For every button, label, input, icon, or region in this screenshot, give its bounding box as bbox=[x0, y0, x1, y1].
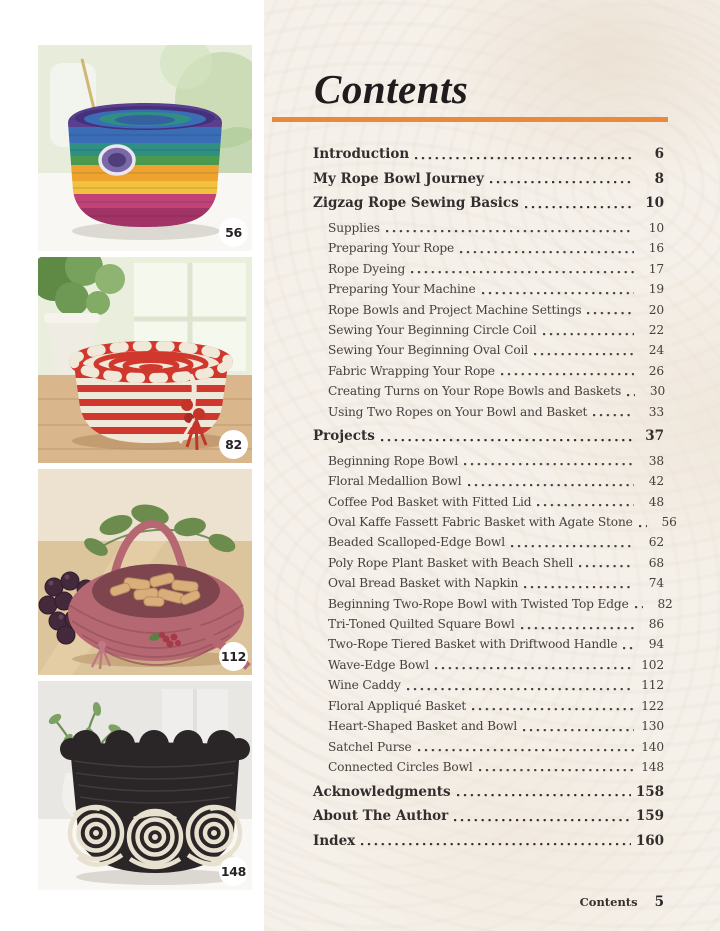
dot-leader bbox=[511, 532, 634, 552]
toc-entry-page: 86 bbox=[648, 617, 664, 632]
toc-entry bbox=[272, 361, 668, 381]
toc-entry-label: Floral Appliqué Basket bbox=[328, 698, 467, 713]
toc-entry bbox=[272, 532, 668, 552]
dot-leader bbox=[587, 300, 634, 320]
title-underline-rule bbox=[272, 117, 668, 122]
toc-entry bbox=[272, 279, 668, 299]
dot-leader bbox=[407, 675, 634, 695]
toc-entry-label: Introduction bbox=[313, 146, 410, 163]
toc-entry bbox=[272, 169, 668, 189]
toc-entry bbox=[272, 426, 668, 446]
dot-leader bbox=[418, 737, 634, 757]
toc-entry-label: Fabric Wrapping Your Rope bbox=[328, 363, 495, 378]
toc-entry bbox=[272, 340, 668, 360]
toc-entry-label: Connected Circles Bowl bbox=[328, 759, 473, 774]
toc-entry-label: Beginning Two-Rope Bowl with Twisted Top Edge bbox=[328, 596, 629, 611]
footer-section-label: Contents bbox=[579, 895, 638, 909]
photo-page-badge: 112 bbox=[219, 642, 248, 671]
toc-entry-label: Rope Dyeing bbox=[328, 261, 406, 276]
dot-leader bbox=[521, 614, 634, 634]
photo-page-badge: 56 bbox=[219, 218, 248, 247]
dot-leader bbox=[415, 144, 634, 164]
toc-entry-page: 24 bbox=[648, 343, 664, 358]
toc-entry-page: 6 bbox=[654, 146, 664, 163]
toc-entry-page: 102 bbox=[641, 657, 664, 672]
dot-leader bbox=[593, 402, 634, 422]
photo-black-scalloped-bowl bbox=[38, 681, 252, 890]
toc-entry-label: Heart-Shaped Basket and Bowl bbox=[328, 719, 518, 734]
toc-entry-label: Using Two Ropes on Your Bowl and Basket bbox=[328, 404, 588, 419]
dot-leader bbox=[579, 553, 634, 573]
toc-entry bbox=[272, 193, 668, 213]
toc-entry bbox=[272, 451, 668, 471]
toc-entry-label: Projects bbox=[313, 428, 375, 445]
toc-entry-page: 148 bbox=[641, 759, 664, 774]
dot-leader bbox=[479, 757, 634, 777]
toc-entry-page: 8 bbox=[654, 170, 664, 187]
toc-entry bbox=[272, 381, 668, 401]
toc-entry bbox=[272, 320, 668, 340]
toc-entry-page: 37 bbox=[645, 428, 664, 445]
toc-entry-page: 159 bbox=[635, 808, 664, 825]
toc-entry-page: 48 bbox=[648, 494, 664, 509]
dot-leader bbox=[623, 634, 634, 654]
toc-entry bbox=[272, 655, 668, 675]
toc-entry-label: Sewing Your Beginning Oval Coil bbox=[328, 343, 529, 358]
toc-entry-label: Coffee Pod Basket with Fitted Lid bbox=[328, 494, 532, 509]
toc-entry-label: Preparing Your Machine bbox=[328, 282, 476, 297]
toc-entry-page: 140 bbox=[641, 739, 664, 754]
toc-entry-label: Zigzag Rope Sewing Basics bbox=[313, 195, 519, 212]
toc-entry-label: Sewing Your Beginning Circle Coil bbox=[328, 323, 537, 337]
toc-entry-label: Index bbox=[313, 832, 356, 849]
toc-entry-page: 94 bbox=[648, 637, 664, 652]
dot-leader bbox=[454, 806, 631, 826]
toc-entry-label: Floral Medallion Bowl bbox=[328, 474, 462, 489]
toc-entry-page: 22 bbox=[648, 323, 664, 337]
toc-entry bbox=[272, 782, 668, 802]
dot-leader bbox=[468, 471, 634, 491]
toc-entry-page: 17 bbox=[648, 261, 664, 276]
dot-leader bbox=[482, 279, 634, 299]
toc-entry-page: 112 bbox=[641, 678, 664, 693]
toc-entry-label: Oval Kaffe Fassett Fabric Basket with Agate Stone bbox=[328, 515, 633, 530]
toc-entry-page: 33 bbox=[648, 404, 664, 419]
dot-leader bbox=[472, 696, 634, 716]
toc-entry-page: 10 bbox=[645, 195, 664, 212]
toc-entry-page: 158 bbox=[635, 783, 664, 800]
toc-entry bbox=[272, 144, 668, 164]
toc-entry-page: 16 bbox=[648, 241, 664, 256]
toc-entry-page: 38 bbox=[648, 453, 664, 468]
dot-leader bbox=[525, 193, 634, 213]
toc-entry-label: Beginning Rope Bowl bbox=[328, 453, 459, 468]
photo-rainbow-rope-bowl bbox=[38, 45, 252, 251]
toc-entry-label: About The Author bbox=[313, 808, 449, 825]
dot-leader bbox=[524, 573, 634, 593]
toc-entry-label: Creating Turns on Your Rope Bowls and Baskets bbox=[328, 384, 622, 399]
toc-entry-label: Wave-Edge Bowl bbox=[328, 657, 430, 672]
black-scalloped-bowl-illustration bbox=[38, 681, 252, 890]
dot-leader bbox=[381, 426, 634, 446]
photo-page-badge: 148 bbox=[219, 857, 248, 886]
toc-entry-page: 160 bbox=[635, 832, 664, 849]
dot-leader bbox=[501, 361, 634, 381]
toc-entry-label: My Rope Bowl Journey bbox=[313, 170, 484, 187]
toc-entry-page: 122 bbox=[641, 698, 664, 713]
dot-leader bbox=[361, 831, 631, 851]
dot-leader bbox=[435, 655, 634, 675]
mauve-oval-basket-illustration bbox=[38, 469, 252, 675]
toc-entry bbox=[272, 757, 668, 777]
toc-entry bbox=[272, 806, 668, 826]
toc-entry-label: Poly Rope Plant Basket with Beach Shell bbox=[328, 555, 574, 570]
toc-entry bbox=[272, 471, 668, 491]
toc-entry-page: 68 bbox=[648, 555, 664, 570]
dot-leader bbox=[490, 169, 634, 189]
dot-leader bbox=[460, 238, 634, 258]
toc-entry bbox=[272, 492, 668, 512]
toc-entry bbox=[272, 675, 668, 695]
red-striped-bowl-illustration bbox=[38, 257, 252, 463]
dot-leader bbox=[411, 259, 634, 279]
toc-entry bbox=[272, 696, 668, 716]
toc-entry-page: 82 bbox=[657, 596, 673, 611]
dot-leader bbox=[639, 512, 647, 532]
photo-red-striped-bowl bbox=[38, 257, 252, 463]
toc-entry bbox=[272, 300, 668, 320]
dot-leader bbox=[534, 340, 634, 360]
toc-entry bbox=[272, 512, 677, 532]
toc-entry-label: Two-Rope Tiered Basket with Driftwood Handle bbox=[328, 637, 618, 652]
toc-entry-page: 74 bbox=[648, 576, 664, 591]
toc-entry-label: Oval Bread Basket with Napkin bbox=[328, 576, 519, 591]
toc-entry-label: Preparing Your Rope bbox=[328, 241, 455, 256]
toc-entry bbox=[272, 259, 668, 279]
toc-entry-page: 10 bbox=[648, 220, 664, 235]
page-title: Contents bbox=[314, 66, 469, 112]
toc-entry-page: 42 bbox=[648, 474, 664, 489]
toc-entry bbox=[272, 402, 668, 422]
contents-column bbox=[272, 0, 677, 931]
toc-entry-page: 30 bbox=[649, 384, 666, 399]
footer-page-number: 5 bbox=[654, 894, 664, 910]
dot-leader bbox=[457, 782, 631, 802]
toc-entry-page: 130 bbox=[641, 719, 664, 734]
toc-entry bbox=[272, 594, 673, 614]
toc-entry bbox=[272, 737, 668, 757]
dot-leader bbox=[635, 594, 643, 614]
toc-entry-label: Supplies bbox=[328, 220, 380, 235]
toc-entry-label: Tri-Toned Quilted Square Bowl bbox=[328, 617, 515, 632]
toc-entry-label: Rope Bowls and Project Machine Settings bbox=[328, 302, 582, 317]
photo-mauve-oval-basket bbox=[38, 469, 252, 675]
dot-leader bbox=[464, 451, 634, 471]
toc-entry bbox=[272, 634, 668, 654]
dot-leader bbox=[386, 218, 634, 238]
dot-leader bbox=[523, 716, 634, 736]
dot-leader bbox=[627, 381, 635, 401]
toc-entry-page: 20 bbox=[648, 302, 664, 317]
toc-entry-page: 56 bbox=[661, 515, 677, 530]
photo-page-badge: 82 bbox=[219, 430, 248, 459]
toc-entry-page: 19 bbox=[648, 282, 664, 297]
toc-entry-label: Beaded Scalloped-Edge Bowl bbox=[328, 535, 505, 550]
toc-entry-page: 26 bbox=[648, 363, 664, 378]
toc-entry bbox=[272, 238, 668, 258]
dot-leader bbox=[543, 320, 634, 340]
toc-entry-label: Acknowledgments bbox=[313, 783, 451, 800]
rainbow-rope-bowl-illustration bbox=[38, 45, 252, 251]
toc-entry bbox=[272, 831, 668, 851]
toc-entry bbox=[272, 218, 668, 238]
toc-entry-label: Satchel Purse bbox=[328, 739, 412, 754]
toc-entry-label: Wine Caddy bbox=[328, 678, 401, 693]
dot-leader bbox=[537, 492, 634, 512]
toc-list bbox=[272, 140, 677, 855]
toc-entry bbox=[272, 614, 668, 634]
page-footer bbox=[580, 894, 664, 910]
toc-entry-page: 62 bbox=[648, 535, 664, 550]
toc-entry bbox=[272, 573, 668, 593]
toc-entry bbox=[272, 553, 668, 573]
toc-entry bbox=[272, 716, 668, 736]
